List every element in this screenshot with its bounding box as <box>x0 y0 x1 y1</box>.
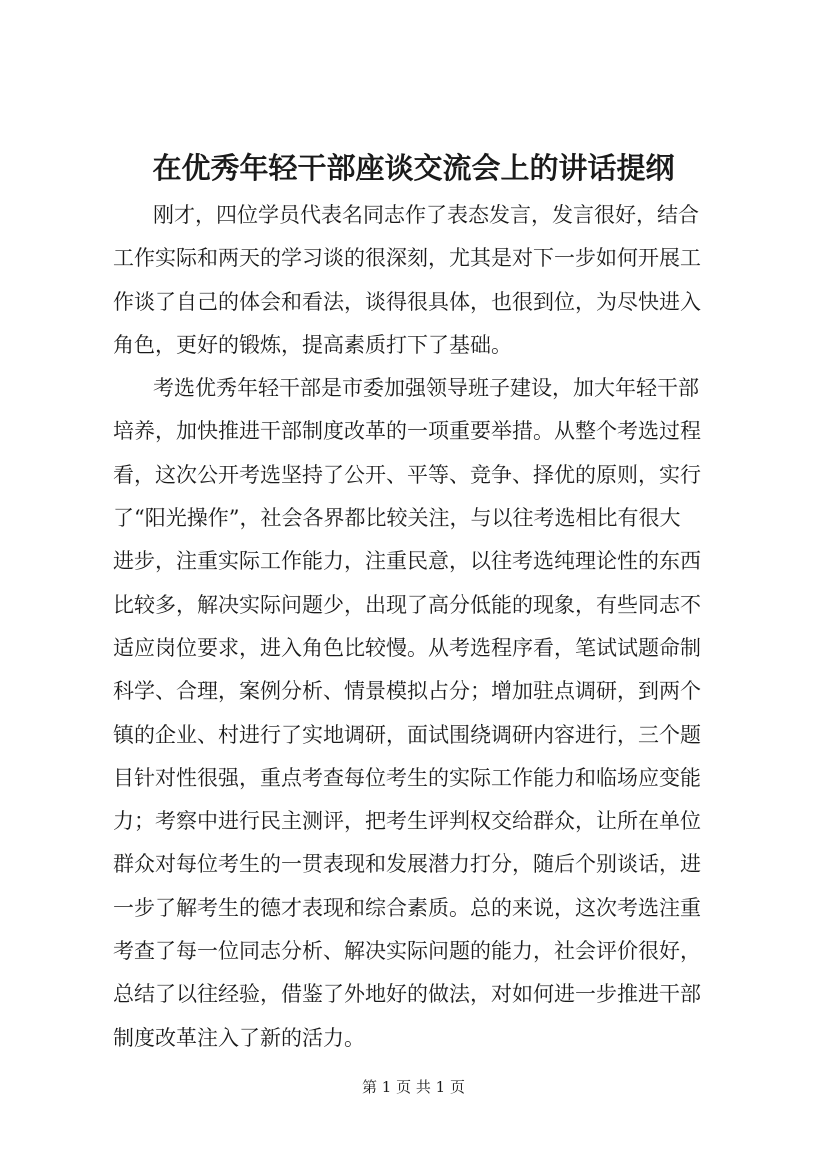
paragraph-line: 作谈了自己的体会和看法，谈得很具体，也很到位，为尽快进入 <box>113 289 701 314</box>
paragraph-line: 比较多，解决实际问题少，出现了高分低能的现象，有些同志不 <box>113 592 701 617</box>
paragraph-line: 培养，加快推进干部制度改革的一项重要举措。从整个考选过程 <box>113 419 701 444</box>
paragraph-line: 考查了每一位同志分析、解决实际问题的能力，社会评价很好， <box>113 939 701 964</box>
paragraph-line: 制度改革注入了新的活力。 <box>113 1025 365 1050</box>
paragraph-line: 力；考察中进行民主测评，把考生评判权交给群众，让所在单位 <box>113 809 701 834</box>
paragraph-2 <box>113 367 753 1060</box>
document-body <box>113 194 753 1060</box>
paragraph-line: 刚才，四位学员代表名同志作了表态发言，发言很好，结合 <box>153 203 699 227</box>
document-title: 在优秀年轻干部座谈交流会上的讲话提纲 <box>152 151 675 185</box>
paragraph-line: 适应岗位要求，进入角色比较慢。从考选程序看，笔试试题命制 <box>113 635 701 660</box>
paragraph-line: 进步，注重实际工作能力，注重民意，以往考选纯理论性的东西 <box>113 549 701 574</box>
paragraph-line: 工作实际和两天的学习谈的很深刻，尤其是对下一步如何开展工 <box>113 246 701 271</box>
paragraph-line: 一步了解考生的德才表现和综合素质。总的来说，这次考选注重 <box>113 895 701 920</box>
paragraph-line: 科学、合理，案例分析、情景模拟占分；增加驻点调研，到两个 <box>113 679 701 704</box>
paragraph-line: 角色，更好的锻炼，提高素质打下了基础。 <box>113 332 512 357</box>
paragraph-line: 总结了以往经验，借鉴了外地好的做法，对如何进一步推进干部 <box>113 982 701 1007</box>
paragraph-line: 考选优秀年轻干部是市委加强领导班子建设，加大年轻干部 <box>153 376 699 401</box>
paragraph-line: 群众对每位考生的一贯表现和发展潜力打分，随后个别谈话，进 <box>113 852 701 877</box>
paragraph-1 <box>113 194 753 367</box>
paragraph-line: 了“阳光操作”，社会各界都比较关注，与以往考选相比有很大 <box>113 506 681 531</box>
paragraph-line: 镇的企业、村进行了实地调研，面试围绕调研内容进行，三个题 <box>113 722 701 747</box>
paragraph-line: 看，这次公开考选坚持了公开、平等、竞争、择优的原则，实行 <box>113 462 701 487</box>
paragraph-line: 目针对性很强，重点考查每位考生的实际工作能力和临场应变能 <box>113 765 701 790</box>
page-number-footer: 第 1 页 共 1 页 <box>362 1078 465 1096</box>
